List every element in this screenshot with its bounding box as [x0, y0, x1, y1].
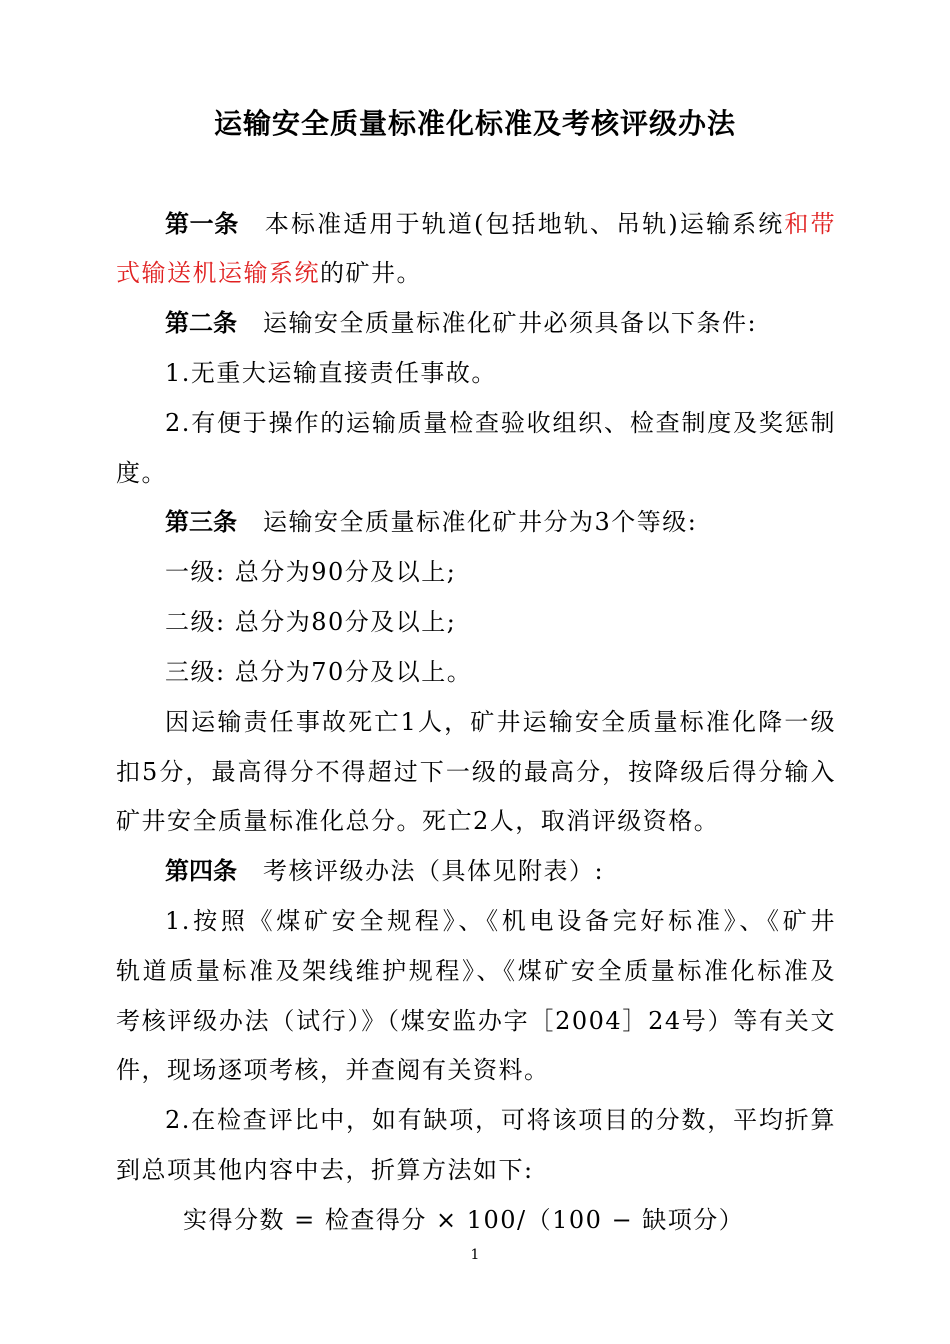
article-3-para-line-3: 矿井安全质量标准化总分。死亡2人，取消评级资格。 — [116, 807, 720, 835]
article-1-highlight-start: 和带 — [784, 210, 836, 238]
article-4-label: 第四条 — [165, 857, 237, 885]
article-4-item-1-line-1: 1.按照《煤矿安全规程》、《机电设备完好标准》、《矿井 — [165, 907, 836, 935]
article-3-para-line-1: 因运输责任事故死亡1人，矿井运输安全质量标准化降一级 — [165, 708, 836, 736]
article-1-text-end: 的矿井。 — [320, 259, 422, 287]
article-2-item-2-line-2: 度。 — [116, 459, 167, 487]
article-4-item-1-line-3: 考核评级办法（试行）》（煤安监办字［2004］24号）等有关文 — [116, 1007, 836, 1035]
article-1-label: 第一条 — [165, 210, 239, 238]
document-title: 运输安全质量标准化标准及考核评级办法 — [213, 107, 736, 140]
article-3-para-line-2: 扣5分，最高得分不得超过下一级的最高分，按降级后得分输入 — [116, 758, 836, 786]
article-3-level-1: 一级: 总分为90分及以上; — [165, 558, 457, 586]
article-4-line — [165, 851, 836, 891]
article-3-level-3: 三级: 总分为70分及以上。 — [165, 658, 473, 686]
article-3-level-2: 二级: 总分为80分及以上; — [165, 608, 457, 636]
article-4-item-2-line-2: 到总项其他内容中去，折算方法如下: — [116, 1156, 534, 1184]
article-3-text: 运输安全质量标准化矿井分为3个等级: — [263, 508, 698, 536]
article-2-line — [165, 303, 836, 343]
article-1-line-2 — [116, 253, 836, 293]
page-number: 1 — [470, 1247, 480, 1263]
article-3-label: 第三条 — [165, 508, 237, 536]
article-4-item-1-line-2: 轨道质量标准及架线维护规程》、《煤矿安全质量标准化标准及 — [116, 957, 836, 985]
article-4-text: 考核评级办法（具体见附表）: — [263, 857, 605, 885]
article-4-item-2-line-1: 2.在检查评比中，如有缺项，可将该项目的分数，平均折算 — [165, 1106, 836, 1134]
article-2-text: 运输安全质量标准化矿井必须具备以下条件: — [263, 309, 758, 337]
article-4-item-1-line-4: 件，现场逐项考核，并查阅有关资料。 — [116, 1056, 550, 1084]
article-1-highlight-end: 式输送机运输系统 — [116, 259, 320, 287]
article-2-item-1: 1.无重大运输直接责任事故。 — [165, 359, 497, 387]
article-3-line — [165, 502, 836, 542]
conversion-formula: 实得分数 = 检查得分 × 100/（100 − 缺项分） — [183, 1206, 745, 1234]
article-2-item-2-line-1: 2.有便于操作的运输质量检查验收组织、检查制度及奖惩制 — [165, 409, 836, 437]
article-1-text: 本标准适用于轨道(包括地轨、吊轨)运输系统 — [264, 210, 785, 238]
article-2-label: 第二条 — [165, 309, 237, 337]
article-1-line-1 — [165, 204, 836, 244]
